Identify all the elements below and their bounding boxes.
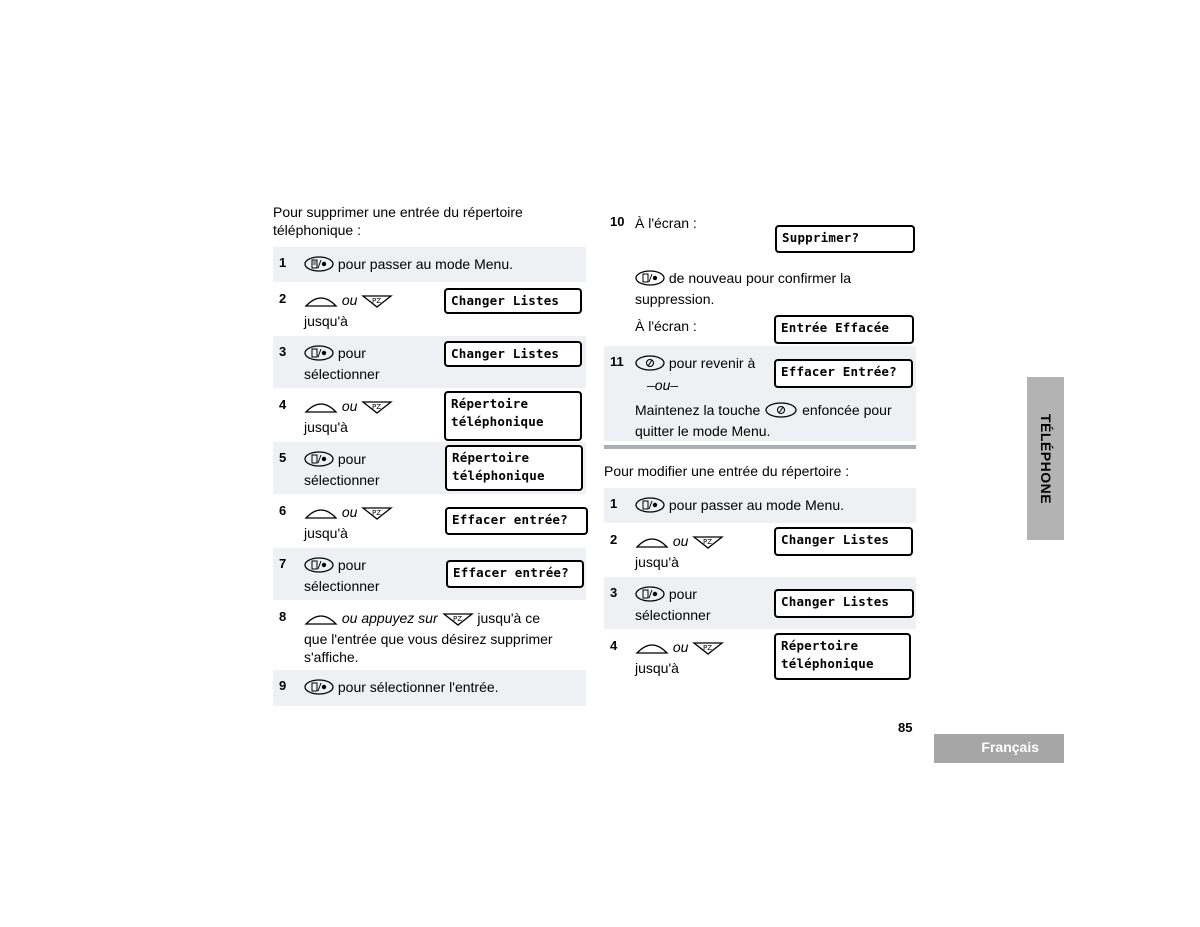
up-arrow-key-icon — [635, 641, 669, 659]
step-text: pour passer au mode Menu. — [635, 496, 844, 517]
section-divider — [604, 445, 916, 449]
home-key-icon — [764, 402, 798, 422]
display-entree-effacee: Entrée Effacée — [774, 315, 914, 344]
step-number: 3 — [279, 344, 287, 359]
step-2 — [273, 283, 586, 335]
step-7 — [273, 548, 586, 600]
step-8 — [273, 601, 586, 667]
step-text: pour passer au mode Menu. — [304, 255, 513, 276]
step-3 — [273, 336, 586, 388]
display-changer-listes: Changer Listes — [444, 288, 582, 314]
display-repertoire-telephonique: Répertoire téléphonique — [774, 633, 911, 680]
section-side-tab: TÉLÉPHONE — [1027, 377, 1064, 540]
step-number: 6 — [279, 503, 287, 518]
menu-key-icon — [304, 557, 334, 577]
step-9 — [273, 670, 586, 706]
right-intro: Pour modifier une entrée du répertoire : — [604, 463, 850, 479]
confirm-text: de nouveau pour confirmer la suppression. — [635, 270, 851, 307]
step-number: 9 — [279, 678, 287, 693]
step-text: ou PZ jusqu'à — [304, 503, 393, 542]
up-arrow-key-icon — [304, 506, 338, 524]
modify-step-4 — [604, 630, 916, 682]
hold-text: Maintenez la touche enfoncée pour quitter le mode Menu. — [635, 402, 892, 439]
on-screen-label: À l'écran : — [635, 318, 697, 334]
display-changer-listes: Changer Listes — [774, 527, 913, 556]
step-text: pour revenir à — [635, 354, 755, 375]
svg-text:PZ: PZ — [372, 297, 382, 305]
step-number: 4 — [279, 397, 287, 412]
menu-key-icon — [304, 345, 334, 365]
step-text: pour sélectionner l'entrée. — [304, 678, 499, 699]
display-supprimer: Supprimer? — [775, 225, 915, 253]
modify-step-2 — [604, 524, 916, 576]
up-arrow-key-icon — [635, 535, 669, 553]
step-text: ou PZ jusqu'à — [304, 397, 393, 436]
step-number: 3 — [610, 585, 618, 600]
right-column — [604, 206, 916, 696]
step-text: pour sélectionner — [635, 586, 711, 623]
step-number: 10 — [610, 214, 625, 229]
menu-key-icon — [304, 679, 334, 699]
step-number: 2 — [279, 291, 287, 306]
language-tab: Français — [934, 734, 1064, 763]
step-number: 2 — [610, 532, 618, 547]
up-arrow-key-icon — [304, 294, 338, 312]
menu-key-icon — [635, 497, 665, 517]
step-text: pour sélectionner — [304, 345, 380, 382]
step-text: ou PZ jusqu'à — [304, 291, 393, 330]
down-arrow-key-icon — [692, 535, 724, 553]
left-column — [273, 203, 586, 713]
step-1 — [273, 247, 586, 282]
step-text: ou PZ jusqu'à — [635, 532, 724, 571]
step-text: pour sélectionner — [304, 557, 380, 594]
page-number: 85 — [898, 720, 913, 735]
modify-step-3 — [604, 577, 916, 629]
step-number: 7 — [279, 556, 287, 571]
display-effacer-entree: Effacer entrée? — [446, 560, 584, 588]
step-number: 4 — [610, 638, 618, 653]
step-11 — [604, 346, 916, 441]
step-text: ou PZ jusqu'à — [635, 638, 724, 677]
up-arrow-key-icon — [304, 400, 338, 418]
menu-key-icon — [304, 256, 334, 276]
step-6 — [273, 495, 586, 547]
down-arrow-key-icon — [361, 400, 393, 418]
down-arrow-key-icon — [361, 294, 393, 312]
left-intro: Pour supprimer une entrée du répertoire téléphonique : — [273, 204, 523, 238]
or-separator: –ou– — [647, 377, 679, 393]
menu-key-icon — [304, 451, 334, 471]
display-changer-listes: Changer Listes — [774, 589, 914, 618]
up-arrow-key-icon — [304, 612, 338, 630]
step-number: 8 — [279, 609, 287, 624]
step-4 — [273, 389, 586, 441]
svg-text:PZ: PZ — [372, 403, 382, 411]
svg-text:PZ: PZ — [452, 615, 462, 623]
home-key-icon — [635, 355, 665, 375]
display-repertoire-telephonique: Répertoire téléphonique — [444, 391, 582, 441]
step-number: 1 — [279, 255, 287, 270]
step-text: pour sélectionner — [304, 451, 380, 488]
modify-step-1 — [604, 488, 916, 523]
menu-key-icon — [635, 270, 665, 290]
step-text: ou appuyez sur PZ jusqu'à ce que l'entrée que vous désirez supprimer s'affiche. — [304, 610, 553, 665]
on-screen-label: À l'écran : — [635, 215, 697, 231]
svg-text:PZ: PZ — [372, 509, 382, 517]
step-10 — [604, 206, 916, 344]
down-arrow-key-icon — [692, 641, 724, 659]
step-number: 5 — [279, 450, 287, 465]
display-changer-listes: Changer Listes — [444, 341, 582, 367]
display-effacer-entree: Effacer entrée? — [445, 507, 588, 535]
svg-text:PZ: PZ — [703, 644, 713, 652]
menu-key-icon — [635, 586, 665, 606]
svg-text:PZ: PZ — [703, 538, 713, 546]
display-repertoire-telephonique: Répertoire téléphonique — [445, 445, 583, 491]
step-5 — [273, 442, 586, 494]
step-number: 11 — [610, 354, 624, 369]
display-effacer-entree: Effacer Entrée? — [774, 359, 913, 388]
down-arrow-key-icon — [442, 612, 474, 630]
step-number: 1 — [610, 496, 618, 511]
down-arrow-key-icon — [361, 506, 393, 524]
